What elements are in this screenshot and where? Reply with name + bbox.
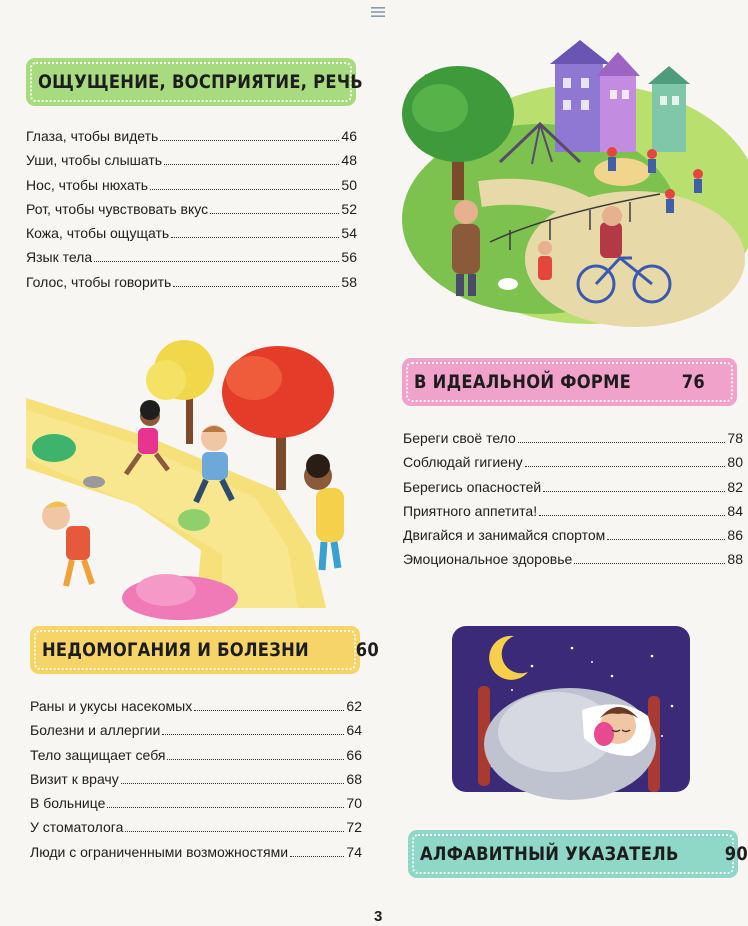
toc-list-illness [30,698,362,868]
section-title: ОЩУЩЕНИЕ, ВОСПРИЯТИЕ, РЕЧЬ [38,71,364,93]
toc-entry-title: В больнице [30,795,106,812]
toc-entry[interactable] [30,747,362,771]
section-title: В ИДЕАЛЬНОЙ ФОРМЕ [414,371,632,393]
dot-leader [607,539,725,540]
toc-entry-page: 84 [727,502,743,519]
toc-entry-title: У стоматолога [30,819,124,836]
page-number: 3 [374,908,383,925]
toc-entry-title: Кожа, чтобы ощущать [26,225,170,242]
dot-leader [173,286,339,287]
toc-entry-title: Люди с ограниченными возможностями [30,843,289,860]
toc-entry-page: 72 [346,819,362,836]
toc-entry[interactable] [30,698,362,722]
toc-entry[interactable] [26,274,357,298]
running-kids-illustration [26,340,356,608]
section-banner-illness[interactable] [30,626,380,674]
dot-leader [210,213,339,214]
toc-entry-title: Визит к врачу [30,770,119,787]
toc-entry[interactable] [403,551,743,575]
section-title: АЛФАВИТНЫЙ УКАЗАТЕЛЬ [420,843,679,865]
toc-entry-title: Соблюдай гигиену [403,454,523,471]
toc-entry-page: 70 [346,795,362,812]
dot-leader [160,140,339,141]
toc-entry-title: Рот, чтобы чувствовать вкус [26,200,209,217]
toc-entry[interactable] [30,795,362,819]
section-banner-index[interactable] [408,830,748,878]
dot-leader [107,807,344,808]
toc-entry[interactable] [26,177,357,201]
dot-leader [121,783,345,784]
toc-entry-title: Уши, чтобы слышать [26,152,163,169]
toc-list-perception [26,128,357,298]
toc-entry[interactable] [26,201,357,225]
toc-entry[interactable] [30,819,362,843]
sleeping-child-illustration [452,626,690,792]
section-title: НЕДОМОГАНИЯ И БОЛЕЗНИ [42,639,309,661]
toc-entry[interactable] [26,225,357,249]
toc-entry-title: Двигайся и занимайся спортом [403,527,606,544]
toc-entry-page: 54 [341,225,357,242]
toc-entry-title: Эмоциональное здоровье [403,551,573,568]
toc-entry[interactable] [26,128,357,152]
toc-entry-page: 66 [346,746,362,763]
toc-entry[interactable] [403,454,743,478]
section-banner-fitness[interactable] [402,358,737,406]
toc-entry-title: Глаза, чтобы видеть [26,128,159,144]
toc-entry-page: 78 [727,430,743,446]
toc-entry-title: Болезни и аллергии [30,722,161,739]
dot-leader [543,491,725,492]
dot-leader [125,831,344,832]
toc-entry-page: 46 [341,128,357,144]
section-page: 60 [356,639,380,661]
toc-entry-page: 64 [346,722,362,739]
toc-entry-title: Приятного аппетита! [403,502,538,519]
dot-leader [94,261,339,262]
section-page: 76 [681,371,705,393]
dot-leader [290,856,344,857]
toc-entry[interactable] [403,527,743,551]
park-illustration [400,44,722,326]
toc-entry-page: 50 [341,176,357,193]
toc-entry-title: Раны и укусы насекомых [30,698,193,714]
dot-leader [162,734,344,735]
toc-entry-title: Нос, чтобы нюхать [26,176,149,193]
dot-leader [167,759,344,760]
toc-entry[interactable] [30,771,362,795]
toc-entry[interactable] [403,479,743,503]
toc-entry[interactable] [30,844,362,868]
section-page: 90 [724,843,748,865]
dot-leader [194,710,344,711]
dot-leader [539,515,725,516]
toc-entry-page: 58 [341,273,357,290]
menu-icon[interactable] [370,4,386,20]
dot-leader [164,164,339,165]
dot-leader [150,189,339,190]
toc-entry[interactable] [30,722,362,746]
toc-entry-page: 52 [341,200,357,217]
toc-entry-page: 56 [341,249,357,266]
toc-entry-page: 82 [727,478,743,495]
toc-entry-title: Язык тела [26,249,93,266]
toc-entry-page: 74 [346,843,362,860]
toc-entry[interactable] [26,152,357,176]
toc-entry-title: Голос, чтобы говорить [26,273,172,290]
toc-list-fitness [403,430,743,576]
toc-entry-page: 48 [341,152,357,169]
dot-leader [171,237,339,238]
toc-entry-title: Береги своё тело [403,430,516,446]
toc-entry-page: 68 [346,770,362,787]
toc-entry-title: Берегись опасностей [403,478,542,495]
dot-leader [525,466,726,467]
dot-leader [574,563,725,564]
dot-leader [518,442,726,443]
section-banner-perception[interactable] [26,58,364,106]
toc-entry-page: 88 [727,551,743,568]
toc-entry-page: 86 [727,527,743,544]
toc-entry[interactable] [403,503,743,527]
toc-entry-title: Тело защищает себя [30,746,166,763]
toc-entry-page: 62 [346,698,362,714]
toc-entry-page: 80 [727,454,743,471]
toc-entry[interactable] [403,430,743,454]
toc-entry[interactable] [26,249,357,273]
